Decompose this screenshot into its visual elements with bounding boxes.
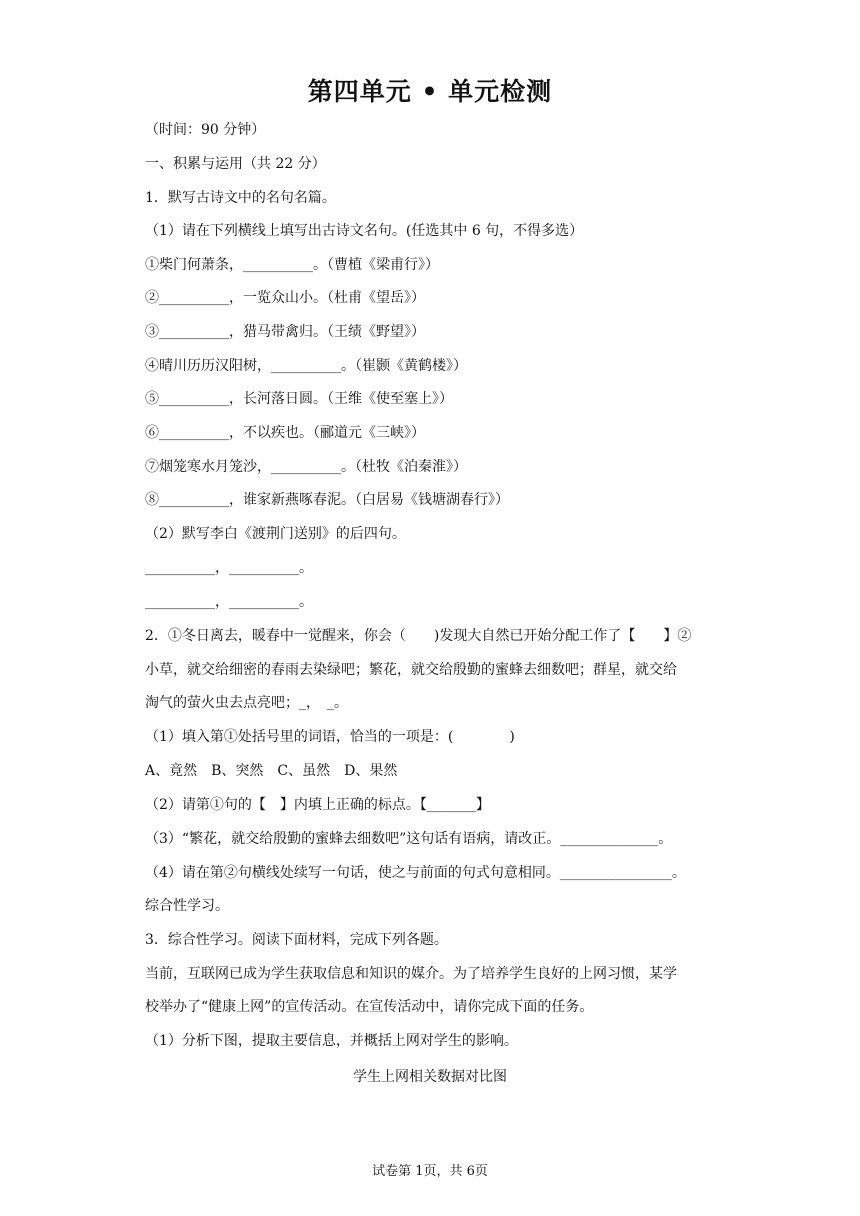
poem-item-6: ⑥__________，不以疾也。（郦道元《三峡》）: [145, 425, 425, 441]
material-text: 校举办了“健康上网”的宣传活动。在宣传活动中，请你完成下面的任务。: [145, 999, 594, 1015]
question-2-part-2: （2）请第①句的【 】内填上正确的标点。【_______】: [145, 797, 490, 813]
section-label: 综合性学习。: [145, 898, 229, 914]
poem-item-8: ⑧__________，谁家新燕啄春泥。（白居易《钱塘湖春行》）: [145, 492, 509, 508]
poem-item-5: ⑤__________，长河落日圆。（王维《使至塞上》）: [145, 391, 453, 407]
question-1: 1．默写古诗文中的名句名篇。: [145, 190, 336, 206]
poem-item-4: ④晴川历历汉阳树，__________。（崔颢《黄鹤楼》）: [145, 358, 467, 374]
poem-item-7: ⑦烟笼寒水月笼沙，__________。（杜牧《泊秦淮》）: [145, 459, 467, 475]
question-2-part-1: （1）填入第①处括号里的词语，恰当的一项是：( ): [145, 729, 515, 745]
question-2-line: 淘气的萤火虫去点亮吧；_， _。: [145, 695, 348, 711]
time-limit: （时间：90 分钟）: [145, 122, 266, 138]
question-2-line: 小草，就交给细密的春雨去染绿吧；繁花，就交给殷勤的蜜蜂去细数吧；群星，就交给: [145, 662, 677, 678]
section-heading: 一、积累与运用（共 22 分）: [145, 156, 326, 172]
question-3: 3．综合性学习。阅读下面材料，完成下列各题。: [145, 932, 448, 948]
question-2-line: 2．①冬日离去，暖春中一觉醒来，你会（ )发现大自然已开始分配工作了【 】②: [145, 628, 692, 644]
question-1-part-1: （1）请在下列横线上填写出古诗文名句。(任选其中 6 句，不得多选）: [145, 223, 584, 239]
page-footer: 试卷第 1页，共 6页: [372, 1164, 488, 1179]
page-title: 第四单元 • 单元检测: [307, 77, 553, 106]
question-2-part-4: （4）请在第②句横线处续写一句话，使之与前面的句式句意相同。________________。: [145, 865, 686, 881]
figure-caption: 学生上网相关数据对比图: [353, 1069, 507, 1085]
question-2-options: A、竟然 B、突然 C、虽然 D、果然: [145, 763, 398, 779]
question-2-part-3: （3）“繁花，就交给殷勤的蜜蜂去细数吧”这句话有语病，请改正。______________。: [145, 831, 673, 847]
poem-item-3: ③__________，猎马带禽归。（王绩《野望》）: [145, 324, 425, 340]
poem-item-1: ①柴门何萧条，__________。（曹植《梁甫行》）: [145, 257, 439, 273]
question-3-part-1: （1）分析下图，提取主要信息，并概括上网对学生的影响。: [145, 1033, 518, 1049]
poem-item-2: ②__________，一览众山小。（杜甫《望岳》）: [145, 290, 425, 306]
answer-blank-line: __________，__________。: [145, 594, 313, 610]
question-1-part-2: （2）默写李白《渡荆门送别》的后四句。: [145, 526, 406, 542]
material-text: 当前，互联网已成为学生获取信息和知识的媒介。为了培养学生良好的上网习惯，某学: [145, 966, 677, 982]
answer-blank-line: __________，__________。: [145, 560, 313, 576]
